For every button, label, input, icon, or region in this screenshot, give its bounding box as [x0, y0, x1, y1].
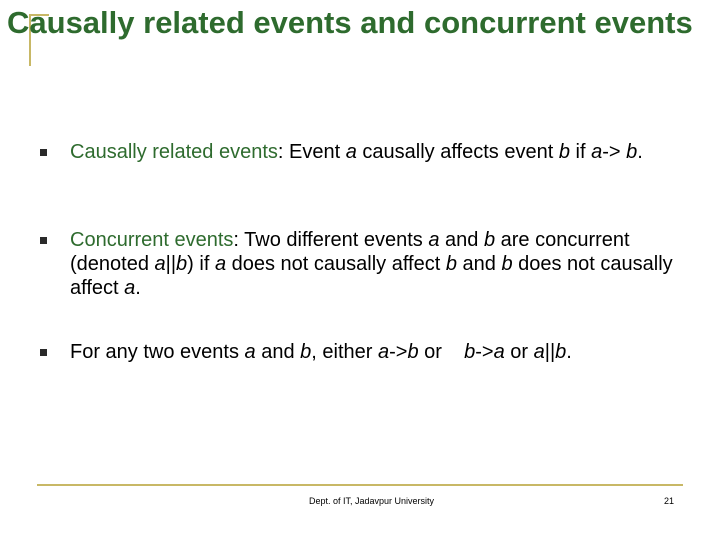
- var-a: a: [493, 341, 505, 363]
- text-run: and: [456, 253, 502, 275]
- term-causally-related: Causally related events: [70, 141, 278, 163]
- bullet-text: [70, 228, 680, 300]
- var-a: a: [591, 141, 603, 163]
- var-b: b: [626, 141, 638, 163]
- var-b: b: [483, 229, 496, 251]
- var-b: b: [501, 253, 513, 275]
- text-run: .: [566, 341, 572, 363]
- var-b: b: [558, 141, 570, 163]
- var-a: a: [345, 141, 357, 163]
- text-run: Two different events: [238, 229, 429, 251]
- var-b: b: [407, 341, 419, 363]
- var-b: b: [300, 341, 312, 363]
- text-run: if: [569, 141, 592, 163]
- term-concurrent: Concurrent events: [70, 229, 234, 251]
- text-run: does not causally affect: [70, 253, 673, 299]
- bullet-text: [70, 340, 680, 364]
- slide-title: Causally related events and concurrent events: [7, 5, 693, 40]
- footer-divider: [37, 484, 683, 486]
- square-bullet-icon: [40, 349, 47, 356]
- text-run: For any two events: [70, 341, 245, 363]
- square-bullet-icon: [40, 237, 47, 244]
- var-b: b: [445, 253, 457, 275]
- colon: :: [233, 229, 239, 251]
- text-run: ->: [475, 341, 494, 363]
- page-number: 21: [664, 496, 675, 506]
- text-run: , either: [311, 341, 378, 363]
- text-run: ->: [389, 341, 408, 363]
- var-b: b: [555, 341, 567, 363]
- text-run: or: [418, 341, 465, 363]
- var-a: a: [244, 341, 256, 363]
- var-b: b: [176, 253, 188, 275]
- footer-department: Dept. of IT, Jadavpur University: [309, 496, 435, 506]
- text-run: ) if: [187, 253, 215, 275]
- text-run: and: [439, 229, 484, 251]
- text-run: Event: [283, 141, 346, 163]
- text-run: ||: [165, 253, 177, 275]
- text-run: and: [255, 341, 301, 363]
- text-run: .: [637, 141, 643, 163]
- text-run: ||: [544, 341, 556, 363]
- text-run: does not causally affect: [226, 253, 446, 275]
- var-a: a: [214, 253, 227, 275]
- var-a: a: [154, 253, 166, 275]
- var-a: a: [428, 229, 440, 251]
- text-run: ->: [602, 141, 627, 163]
- text-run: causally affects event: [356, 141, 559, 163]
- bullet-text: [70, 140, 680, 164]
- var-b: b: [464, 341, 476, 363]
- text-run: .: [135, 277, 141, 299]
- square-bullet-icon: [40, 149, 47, 156]
- text-run: are concurrent (denoted: [70, 229, 630, 275]
- var-a: a: [533, 341, 545, 363]
- var-a: a: [124, 277, 136, 299]
- colon: :: [277, 141, 284, 163]
- text-run: or: [504, 341, 534, 363]
- var-a: a: [377, 341, 390, 363]
